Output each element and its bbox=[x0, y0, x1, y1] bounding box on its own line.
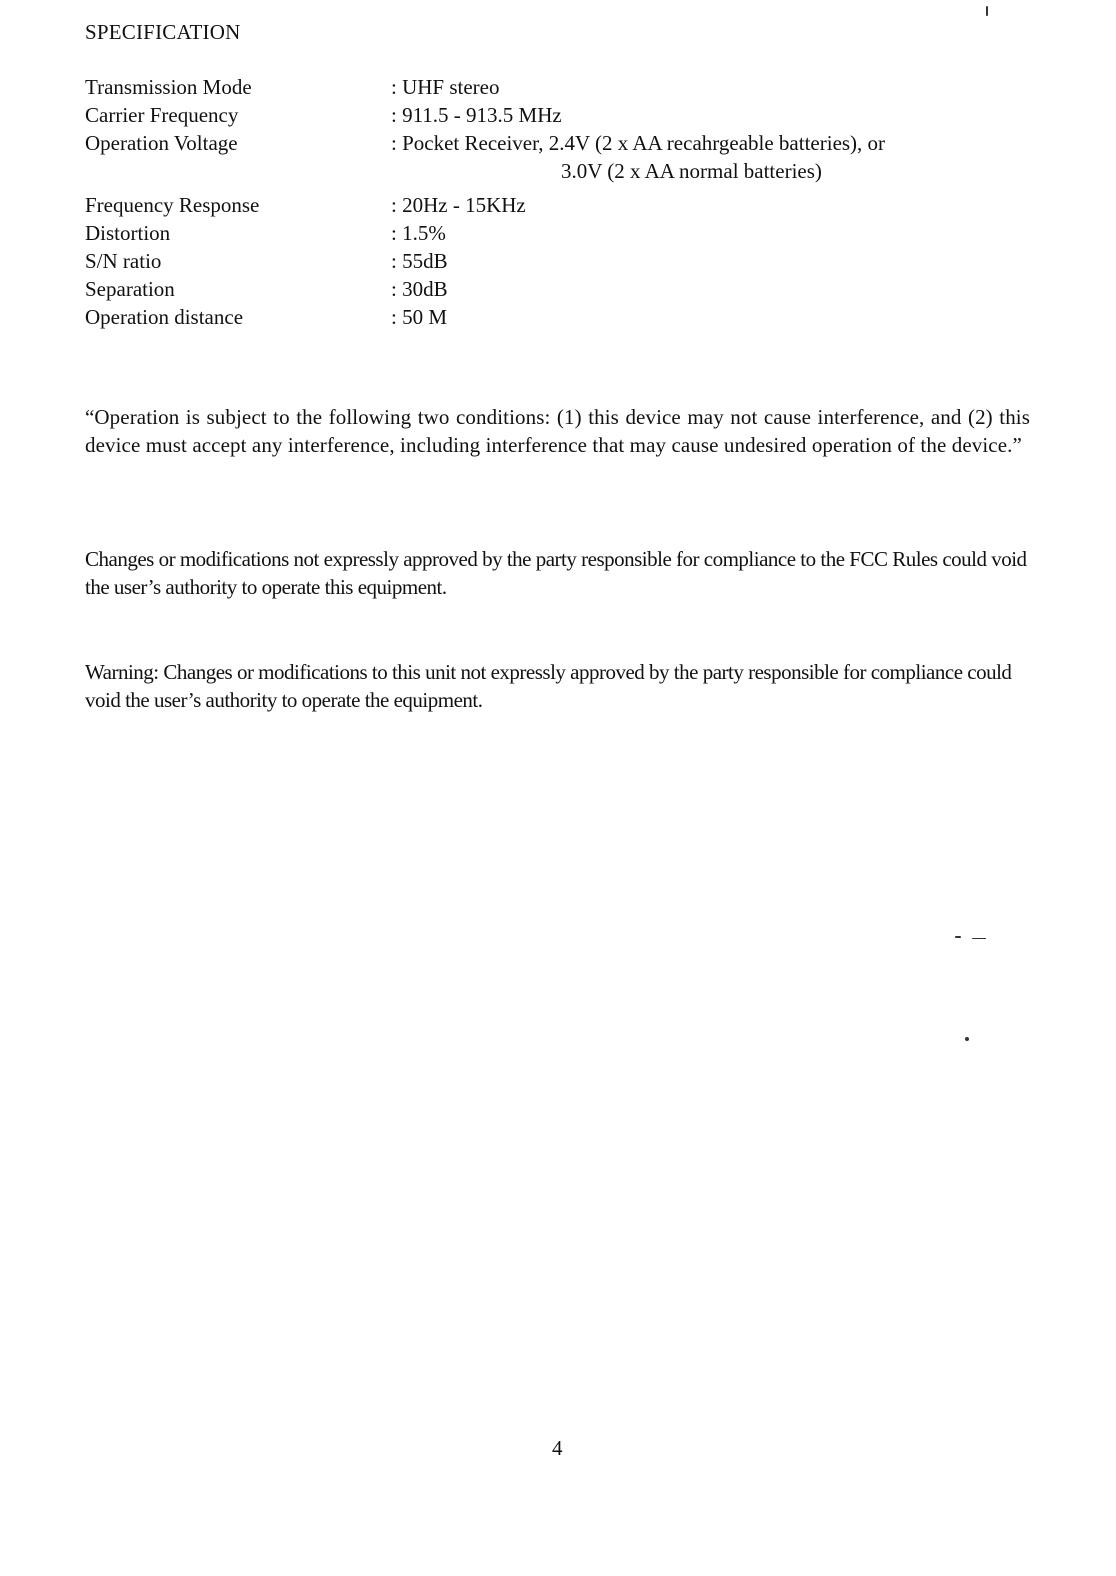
warning-paragraph: Warning: Changes or modifications to this unit not expressly approved by the party responsible for compliance could void the user’s authority to operate the equipment. bbox=[85, 660, 1012, 712]
spec-value: : UHF stereo bbox=[391, 75, 500, 99]
spec-label: Frequency Response bbox=[85, 193, 260, 217]
spec-label: Operation Voltage bbox=[85, 131, 238, 155]
spec-value: : 55dB bbox=[391, 249, 448, 273]
scan-speck bbox=[955, 936, 961, 938]
spec-row-transmission-mode bbox=[85, 73, 985, 101]
scan-speck bbox=[986, 6, 988, 16]
spec-row-separation bbox=[85, 275, 985, 303]
spec-value-continuation: 3.0V (2 x AA normal batteries) bbox=[561, 159, 822, 183]
fcc-changes-paragraph: Changes or modifications not expressly approved by the party responsible for compliance to the FCC Rules could void the user’s authority to operate this equipment. bbox=[85, 547, 1027, 599]
spec-label: Carrier Frequency bbox=[85, 103, 239, 127]
page-title: SPECIFICATION bbox=[85, 20, 241, 44]
spec-label: Transmission Mode bbox=[85, 75, 252, 99]
spec-value: : 50 M bbox=[391, 305, 448, 329]
spec-label: S/N ratio bbox=[85, 249, 162, 273]
spec-value: : 30dB bbox=[391, 277, 448, 301]
page-number: 4 bbox=[552, 1436, 563, 1460]
spec-value: : 20Hz - 15KHz bbox=[391, 193, 526, 217]
spec-row-carrier-frequency bbox=[85, 101, 985, 129]
spec-value: : 1.5% bbox=[391, 221, 446, 245]
spec-label: Separation bbox=[85, 277, 175, 301]
specification-table bbox=[85, 73, 985, 331]
spec-value: : Pocket Receiver, 2.4V (2 x AA recahrgeable batteries), or bbox=[391, 131, 886, 155]
scan-speck bbox=[972, 938, 986, 939]
spec-row-sn-ratio bbox=[85, 247, 985, 275]
fcc-conditions-paragraph: “Operation is subject to the following two conditions: (1) this device may not cause interference, and (2) this device must accept any interference, including interference that may cause undesired operation of the device.” bbox=[85, 405, 1030, 457]
spec-label-empty bbox=[85, 157, 391, 185]
spec-value: : 911.5 - 913.5 MHz bbox=[391, 103, 562, 127]
spec-row-operation-voltage bbox=[85, 129, 985, 157]
spec-row-operation-voltage-continued bbox=[85, 157, 985, 185]
spec-label: Distortion bbox=[85, 221, 171, 245]
spec-label: Operation distance bbox=[85, 305, 244, 329]
spec-row-distortion bbox=[85, 219, 985, 247]
spec-row-frequency-response bbox=[85, 191, 985, 219]
spec-row-operation-distance bbox=[85, 303, 985, 331]
scan-speck bbox=[965, 1037, 969, 1041]
